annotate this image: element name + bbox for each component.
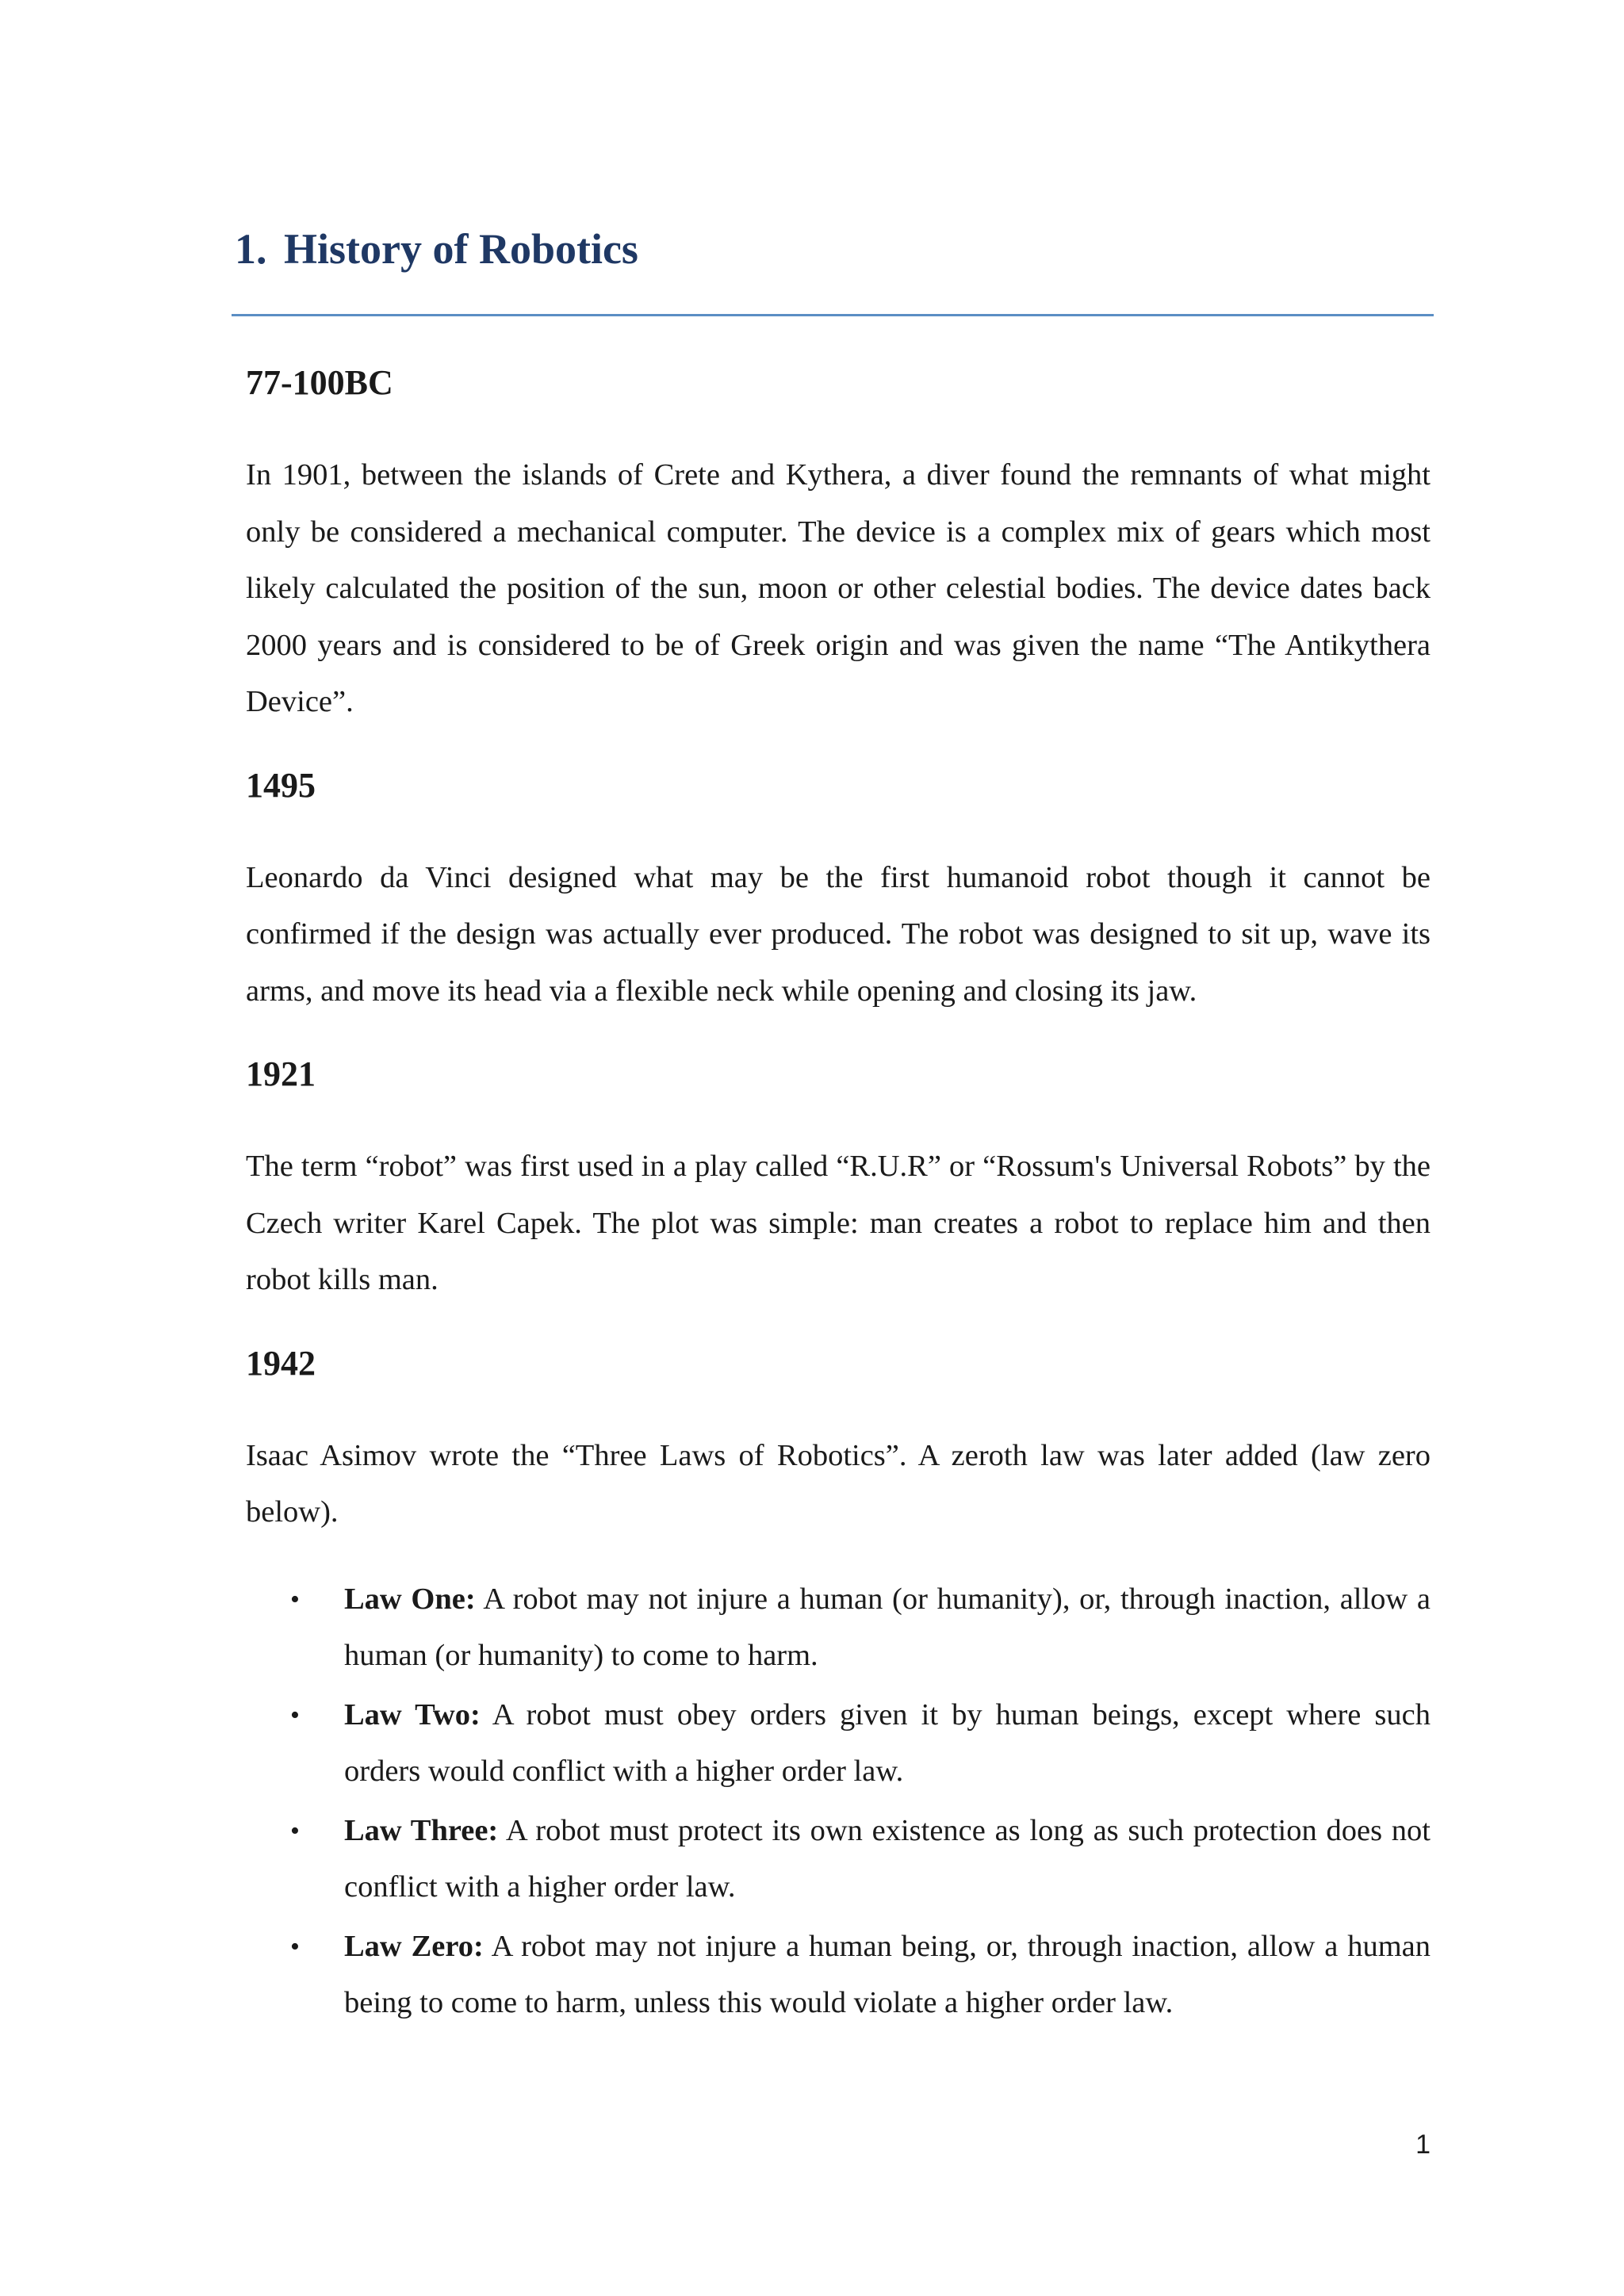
section-paragraph-1921: The term “robot” was first used in a play called “R.U.R” or “Rossum's Universal Robots” by the Czech writer Karel Capek. The plot was simple: man creates a robot to replace him and then robot kills man. (246, 1150, 1431, 1296)
document-body (246, 355, 1431, 2034)
bullet-icon: • (290, 1816, 300, 1846)
section-heading-77-100bc: 77-100BC (246, 363, 393, 402)
laws-of-robotics-list (246, 1571, 1431, 2032)
list-item-law-two (246, 1687, 1431, 1800)
chapter-number: 1. (235, 225, 267, 273)
law-name: Law Three: (344, 1813, 499, 1847)
list-item-law-one (246, 1571, 1431, 1685)
law-name: Law Zero: (344, 1929, 484, 1963)
chapter-title (235, 224, 638, 275)
bullet-icon: • (290, 1584, 300, 1614)
section-heading-1942: 1942 (246, 1343, 316, 1383)
section-paragraph-1942: Isaac Asimov wrote the “Three Laws of Robotics”. A zeroth law was later added (law zero below). (246, 1438, 1431, 1529)
law-text: A robot may not injure a human being, or, through inaction, allow a human being to come to harm, unless this would violate a higher order law. (344, 1929, 1431, 2019)
chapter-title-text: History of Robotics (284, 225, 638, 273)
bullet-icon: • (290, 1700, 300, 1730)
law-text: A robot may not injure a human (or humanity), or, through inaction, allow a human (or humanity) to come to harm. (344, 1582, 1431, 1672)
law-name: Law Two: (344, 1697, 481, 1732)
list-item-law-zero (246, 1919, 1431, 2032)
law-name: Law One: (344, 1582, 476, 1616)
list-item-law-three (246, 1803, 1431, 1916)
section-paragraph-1495: Leonardo da Vinci designed what may be the first humanoid robot though it cannot be confirmed if the design was actually ever produced. The robot was designed to sit up, wave its arms, and move its head via a flexible neck while opening and closing its jaw. (246, 860, 1431, 1008)
section-paragraph-77-100bc: In 1901, between the islands of Crete and Kythera, a diver found the remnants of what might only be considered a mechanical computer. The device is a complex mix of gears which most likely calculated the position of the sun, moon or other celestial bodies. The device dates back 2000 years and is considered to be of Greek origin and was given the name “The Antikythera Device”. (246, 458, 1431, 718)
page-number: 1 (1415, 2130, 1431, 2160)
section-heading-1495: 1495 (246, 765, 316, 805)
law-text: A robot must protect its own existence as long as such protection does not conflict with a higher order law. (344, 1813, 1431, 1904)
law-text: A robot must obey orders given it by human beings, except where such orders would conflict with a higher order law. (344, 1697, 1431, 1788)
bullet-icon: • (290, 1931, 300, 1961)
section-heading-1921: 1921 (246, 1054, 316, 1093)
title-underline-rule (232, 314, 1434, 316)
